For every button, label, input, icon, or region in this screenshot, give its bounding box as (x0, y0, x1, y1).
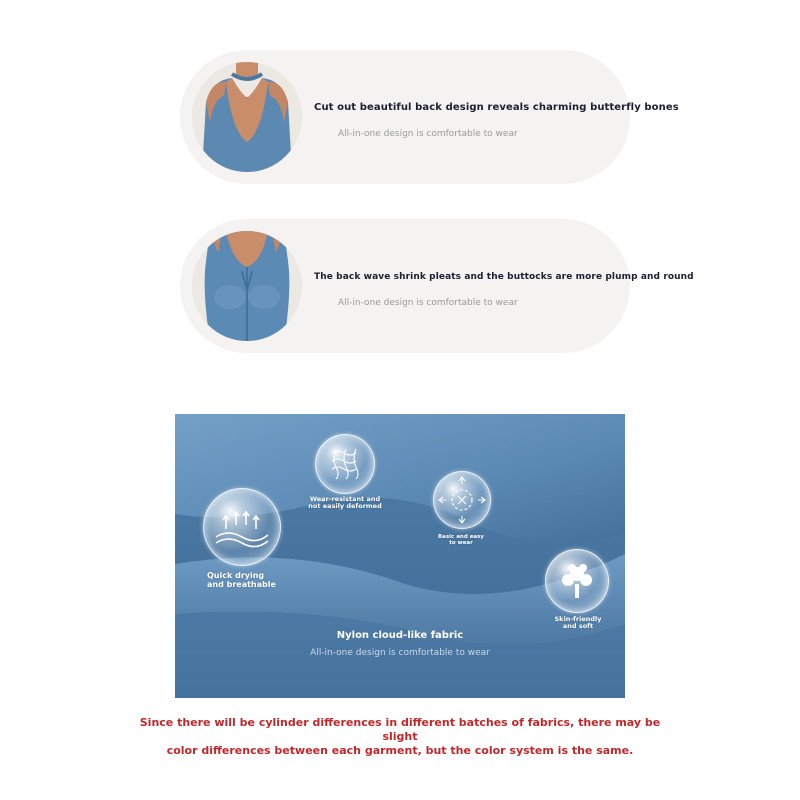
feature-subtitle: All-in-one design is comfortable to wear (338, 129, 518, 139)
arrows-wave-icon (204, 489, 280, 565)
quick-dry-label-line2: and breathable (207, 580, 276, 590)
open-back-jumpsuit-photo (192, 62, 302, 172)
fabric-subtitle: All-in-one design is comfortable to wear (310, 648, 490, 658)
notice-line2: color differences between each garment, but the color system is the same. (166, 744, 634, 757)
back-pleats-jumpsuit-photo (192, 231, 302, 341)
feature-subtitle: All-in-one design is comfortable to wear (338, 298, 518, 308)
feature-card-back-pleats (180, 219, 694, 353)
easy-wear-label-line1: Basic and easy (437, 534, 485, 540)
wear-resistant-label-line1: Wear-resistant and (309, 495, 381, 503)
tree-icon (546, 550, 608, 612)
color-difference-notice (130, 716, 670, 758)
skin-friendly-bubble (545, 549, 609, 613)
easy-wear-label-line2: to wear (449, 540, 473, 547)
skin-friendly-label-line2: and soft (562, 622, 594, 631)
easy-wear-bubble (433, 471, 491, 529)
fabric-panel (175, 414, 625, 698)
quick-dry-label-line1: Quick drying (207, 571, 265, 580)
notice-line1: Since there will be cylinder differences in different batches of fabrics, there may be slight (139, 716, 661, 743)
fabric-title: Nylon cloud-like fabric (336, 630, 464, 641)
quick-dry-bubble (203, 488, 281, 566)
skin-friendly-label-line1: Skin-friendly (554, 615, 602, 623)
feature-title: The back wave shrink pleats and the buttocks are more plump and round (314, 272, 694, 282)
wear-resistant-label-line2: not easily deformed (308, 502, 382, 511)
wear-resistant-bubble (315, 434, 375, 494)
feature-title: Cut out beautiful back design reveals charming butterfly bones (314, 102, 679, 113)
stretch-icon (434, 472, 490, 528)
mesh-icon (316, 435, 374, 493)
feature-card-back-design (180, 50, 679, 184)
